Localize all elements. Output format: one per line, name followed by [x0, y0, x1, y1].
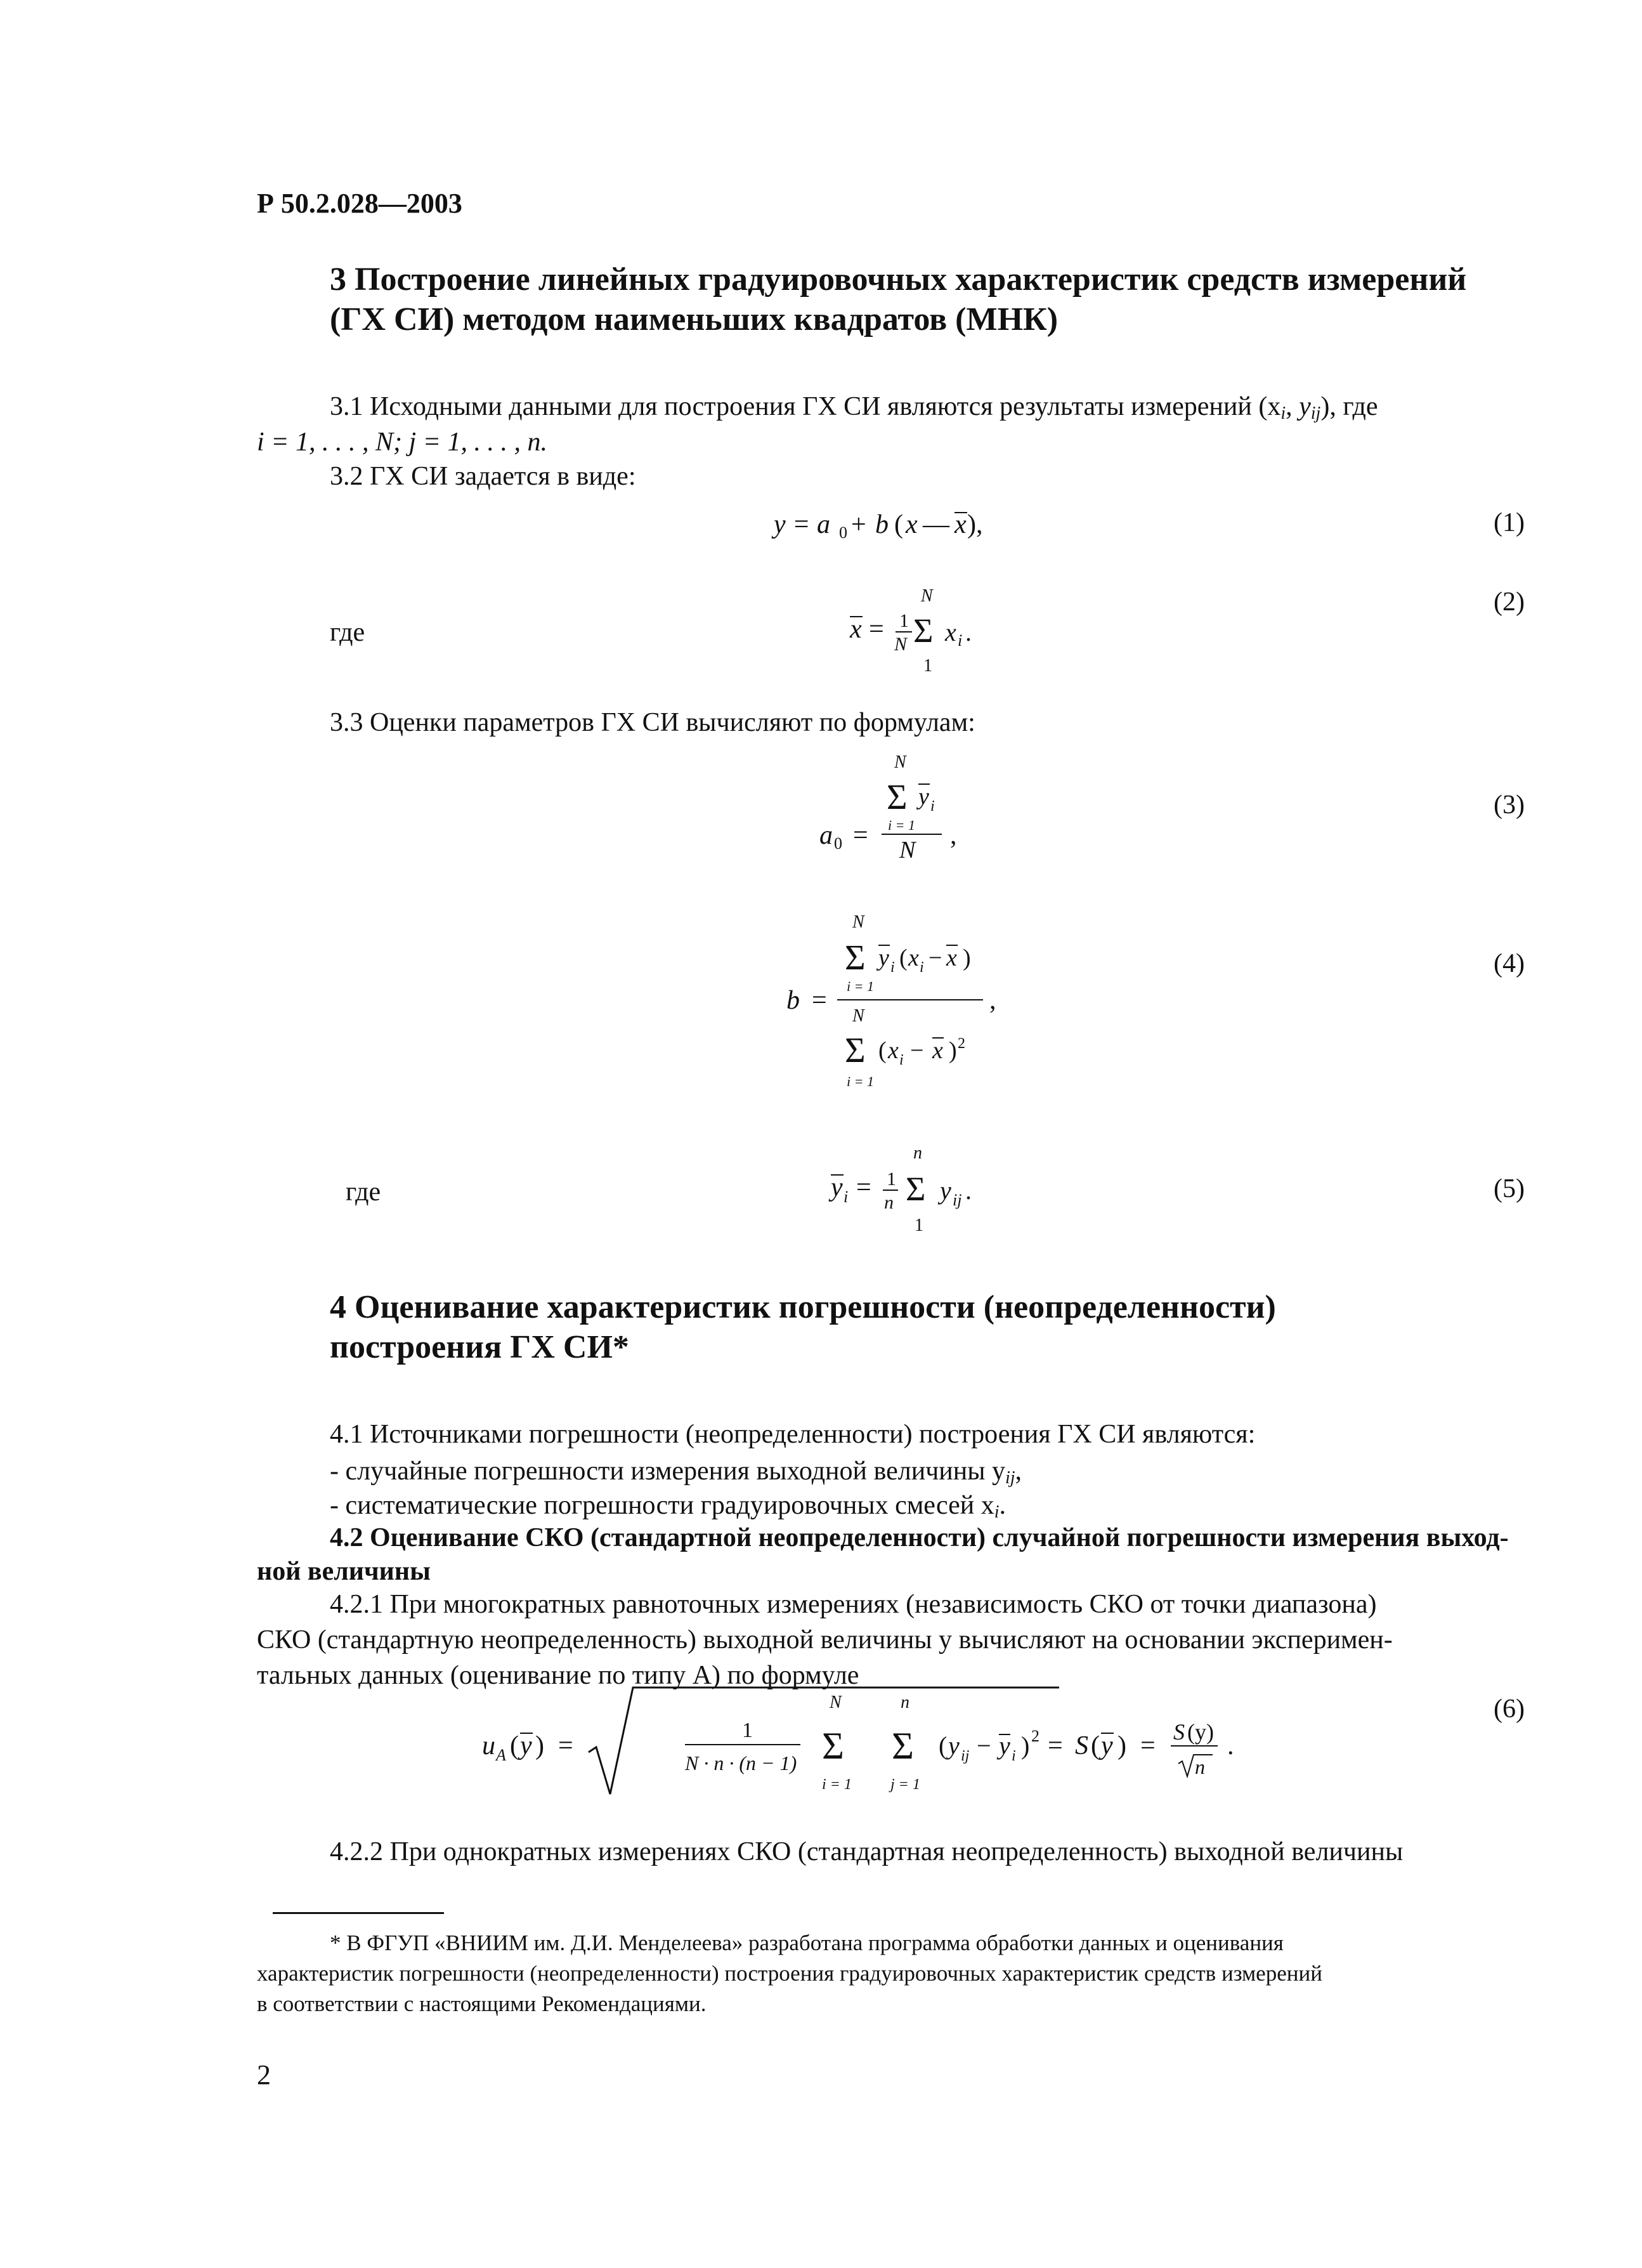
paragraph-3-2: 3.2 ГХ СИ задается в виде:: [330, 462, 636, 491]
svg-text:b: b: [875, 510, 889, 539]
bullet-random-errors: - случайные погрешности измерения выходной величины yij,: [330, 1457, 1022, 1488]
svg-text:Σ: Σ: [845, 1031, 866, 1070]
paragraph-3-1-line1: 3.1 Исходными данными для построения ГХ СИ являются результаты измерений (xi, yij), где: [330, 392, 1378, 423]
equation-number-5: (5): [1494, 1174, 1525, 1203]
svg-text:N: N: [921, 586, 933, 606]
section-4-title-line2: построения ГХ СИ*: [330, 1329, 629, 1365]
svg-text:Σ: Σ: [845, 938, 866, 978]
svg-text:i: i: [930, 798, 935, 815]
svg-text:i = 1: i = 1: [847, 978, 874, 994]
paragraph-4-2-1-line2: СКО (стандартную неопределенность) выходной величины y вычисляют на основании эксперимен-: [257, 1625, 1393, 1655]
svg-text:—: —: [923, 510, 949, 539]
svg-text:,: ,: [989, 986, 996, 1015]
svg-text:Σ: Σ: [906, 1170, 926, 1208]
svg-text:): ): [963, 945, 971, 971]
footnote-separator: [273, 1912, 444, 1914]
svg-text:N: N: [899, 837, 916, 863]
paragraph-4-2-2: 4.2.2 При однократных измерениях СКО (стандартная неопределенность) выходной величины: [330, 1837, 1404, 1866]
equation-4: [774, 907, 1040, 1098]
paragraph-3-1-line2: i = 1, . . . , N; j = 1, . . . , n.: [257, 428, 548, 457]
svg-text:1: 1: [887, 1169, 896, 1190]
svg-text:i: i: [890, 959, 895, 976]
paragraph-4-2-1-line1: 4.2.1 При многократных равноточных измерениях (независимость СКО от точки диапазона): [330, 1590, 1377, 1619]
equation-1: [761, 501, 1027, 546]
svg-text:S: S: [1173, 1719, 1185, 1745]
svg-text:.: .: [965, 1176, 972, 1205]
svg-text:i: i: [844, 1188, 849, 1206]
svg-text:2: 2: [958, 1035, 965, 1052]
svg-text:n: n: [901, 1693, 909, 1712]
svg-text:=: =: [1140, 1731, 1156, 1760]
footnote-line1: * В ФГУП «ВНИИМ им. Д.И. Менделеева» разработана программа обработки данных и оценивания: [330, 1930, 1284, 1955]
svg-text:ij: ij: [961, 1748, 970, 1764]
svg-text:1: 1: [899, 610, 909, 631]
paragraph-3-3: 3.3 Оценки параметров ГХ СИ вычисляют по формулам:: [330, 708, 975, 737]
svg-text:x: x: [850, 615, 862, 644]
paragraph-4-2-1-line3: тальных данных (оценивание по типу А) по формуле: [257, 1661, 859, 1690]
svg-text:(: (: [878, 1037, 887, 1064]
svg-text:y: y: [831, 1173, 843, 1202]
svg-text:N: N: [852, 1006, 864, 1026]
section-3-title-line1: 3 Построение линейных градуировочных характеристик средств измерений: [330, 261, 1467, 298]
svg-text:=: =: [853, 821, 868, 850]
equation-number-6: (6): [1494, 1694, 1525, 1724]
heading-4-2-line1: 4.2 Оценивание СКО (стандартной неопределенности) случайной погрешности измерения выход-: [330, 1523, 1509, 1552]
svg-text:y: y: [948, 1731, 960, 1760]
svg-text:=: =: [1048, 1731, 1063, 1760]
svg-text:.: .: [1227, 1731, 1234, 1760]
svg-text:x: x: [908, 945, 919, 971]
svg-text:x: x: [946, 945, 957, 971]
svg-text:y = a: y = a: [774, 510, 830, 539]
svg-text:Σ: Σ: [822, 1725, 844, 1767]
svg-text:0: 0: [839, 523, 847, 542]
svg-text:),: ),: [967, 510, 983, 539]
svg-text:y: y: [520, 1731, 532, 1760]
svg-text:i = 1: i = 1: [822, 1776, 852, 1793]
footnote-line2: характеристик погрешности (неопределенности) построения градуировочных характеристик средств измерений: [257, 1961, 1322, 1986]
svg-text:N: N: [894, 634, 908, 655]
svg-text:i: i: [1012, 1748, 1016, 1764]
equation-number-4: (4): [1494, 949, 1525, 978]
svg-text:1: 1: [915, 1216, 923, 1235]
svg-text:i: i: [899, 1052, 904, 1068]
equation-number-2: (2): [1494, 587, 1525, 617]
equation-number-1: (1): [1494, 508, 1525, 537]
svg-text:): ): [1117, 1731, 1126, 1760]
svg-text:): ): [535, 1731, 544, 1760]
svg-text:i: i: [958, 631, 963, 650]
svg-text:Σ: Σ: [887, 778, 908, 817]
equation-5: [818, 1136, 1027, 1243]
svg-text:x: x: [932, 1037, 943, 1064]
svg-text:(: (: [894, 510, 903, 539]
bullet-systematic-errors: - систематические погрешности градуировочных смесей xi.: [330, 1491, 1007, 1522]
svg-text:N: N: [852, 912, 864, 932]
svg-text:n: n: [884, 1192, 894, 1213]
svg-text:x: x: [955, 510, 967, 539]
document-code: Р 50.2.028—2003: [257, 188, 462, 219]
svg-text:x: x: [888, 1037, 899, 1064]
svg-text:1: 1: [742, 1719, 753, 1742]
svg-text:(: (: [899, 945, 908, 971]
svg-text:S: S: [1075, 1731, 1088, 1760]
svg-text:y: y: [918, 783, 929, 810]
svg-text:y: y: [999, 1731, 1010, 1760]
svg-text:,: ,: [950, 821, 957, 850]
svg-text:(: (: [1091, 1731, 1100, 1760]
footnote-line3: в соответствии с настоящими Рекомендациями.: [257, 1991, 707, 2016]
svg-text:): ): [949, 1037, 957, 1064]
svg-text:=: =: [856, 1173, 871, 1202]
where-label-2: где: [346, 1177, 381, 1207]
svg-text:N: N: [830, 1693, 842, 1712]
svg-text:=: =: [558, 1731, 573, 1760]
svg-text:=: =: [869, 615, 884, 644]
svg-text:.: .: [965, 618, 972, 646]
svg-text:(: (: [939, 1731, 948, 1760]
svg-text:): ): [1021, 1731, 1030, 1760]
svg-text:n: n: [913, 1143, 922, 1163]
svg-text:(y): (y): [1187, 1719, 1214, 1745]
svg-text:2: 2: [1031, 1727, 1039, 1745]
svg-text:a: a: [819, 821, 833, 850]
svg-text:i = 1: i = 1: [847, 1073, 874, 1089]
svg-text:i = 1: i = 1: [888, 817, 915, 833]
svg-text:n: n: [1195, 1755, 1205, 1778]
svg-text:Σ: Σ: [913, 612, 934, 650]
svg-text:y: y: [1101, 1731, 1113, 1760]
equation-number-3: (3): [1494, 790, 1525, 820]
svg-text:−: −: [929, 945, 942, 971]
svg-text:ij: ij: [953, 1191, 962, 1209]
svg-text:(: (: [510, 1731, 519, 1760]
svg-text:i: i: [920, 959, 924, 976]
svg-text:+: +: [851, 510, 866, 539]
paragraph-4-1: 4.1 Источниками погрешности (неопределенности) построения ГХ СИ являются:: [330, 1420, 1256, 1449]
svg-text:x: x: [945, 618, 956, 646]
svg-text:Σ: Σ: [892, 1725, 914, 1767]
svg-text:−: −: [910, 1037, 924, 1064]
where-label-1: где: [330, 618, 365, 647]
equation-3: [805, 749, 1034, 875]
section-3-title-line2: (ГХ СИ) методом наименьших квадратов (МНК): [330, 301, 1059, 338]
svg-text:0: 0: [834, 834, 842, 853]
equation-6: [469, 1681, 1319, 1808]
section-4-title-line1: 4 Оценивание характеристик погрешности (неопределенности): [330, 1289, 1276, 1325]
svg-text:y: y: [940, 1176, 951, 1205]
heading-4-2-line2: ной величины: [257, 1557, 431, 1586]
svg-text:b: b: [786, 986, 800, 1015]
svg-text:A: A: [496, 1746, 506, 1764]
svg-text:1: 1: [923, 656, 932, 676]
svg-text:y: y: [878, 945, 889, 971]
page-number: 2: [257, 2059, 271, 2090]
svg-text:j = 1: j = 1: [890, 1776, 920, 1793]
equation-2: [837, 577, 1027, 685]
svg-text:u: u: [482, 1731, 495, 1760]
svg-text:x: x: [906, 510, 918, 539]
svg-text:−: −: [977, 1731, 991, 1760]
svg-text:N: N: [894, 752, 906, 772]
svg-text:=: =: [812, 986, 827, 1015]
svg-text:N · n · (n − 1): N · n · (n − 1): [685, 1752, 797, 1774]
